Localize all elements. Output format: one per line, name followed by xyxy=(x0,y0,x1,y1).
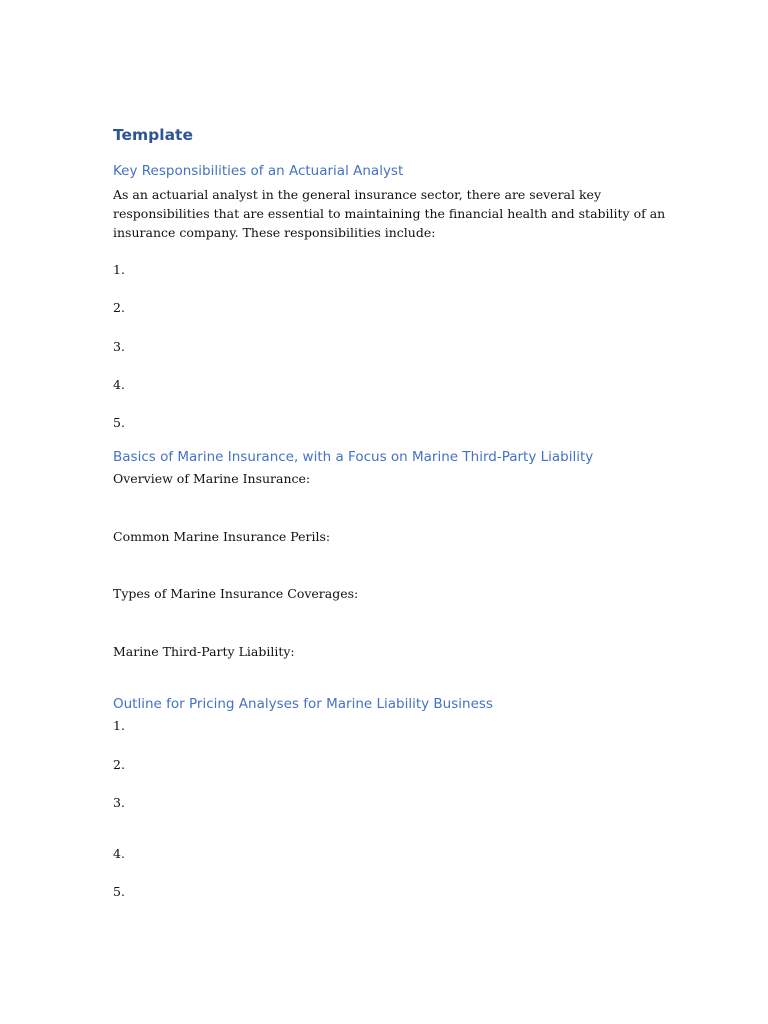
section-label-perils: Common Marine Insurance Perils: xyxy=(113,529,331,544)
section-label-overview: Overview of Marine Insurance: xyxy=(113,471,311,486)
list-item: 5. xyxy=(113,415,125,430)
list-item: 1. xyxy=(113,262,125,277)
section-paragraph-responsibilities: As an actuarial analyst in the general insurance sector, there are several key responsibilities that are essential to maintaining the financial health and stability of an insurance company. These responsibilities include: xyxy=(113,187,666,240)
list-item: 4. xyxy=(113,377,125,392)
section-heading-pricing-outline: Outline for Pricing Analyses for Marine Liability Business xyxy=(113,696,493,712)
section-heading-marine-basics: Basics of Marine Insurance, with a Focus on Marine Third-Party Liability xyxy=(113,449,594,465)
list-item: 1. xyxy=(113,718,125,733)
list-item: 2. xyxy=(113,300,125,315)
list-item: 5. xyxy=(113,884,125,899)
list-item: 3. xyxy=(113,339,125,354)
list-item: 3. xyxy=(113,795,125,810)
list-item: 2. xyxy=(113,757,125,772)
section-label-third-party-liability: Marine Third-Party Liability: xyxy=(113,644,295,659)
list-item: 4. xyxy=(113,846,125,861)
document-title: Template xyxy=(113,126,193,144)
section-heading-responsibilities: Key Responsibilities of an Actuarial Analyst xyxy=(113,163,404,179)
section-label-coverages: Types of Marine Insurance Coverages: xyxy=(113,586,359,601)
